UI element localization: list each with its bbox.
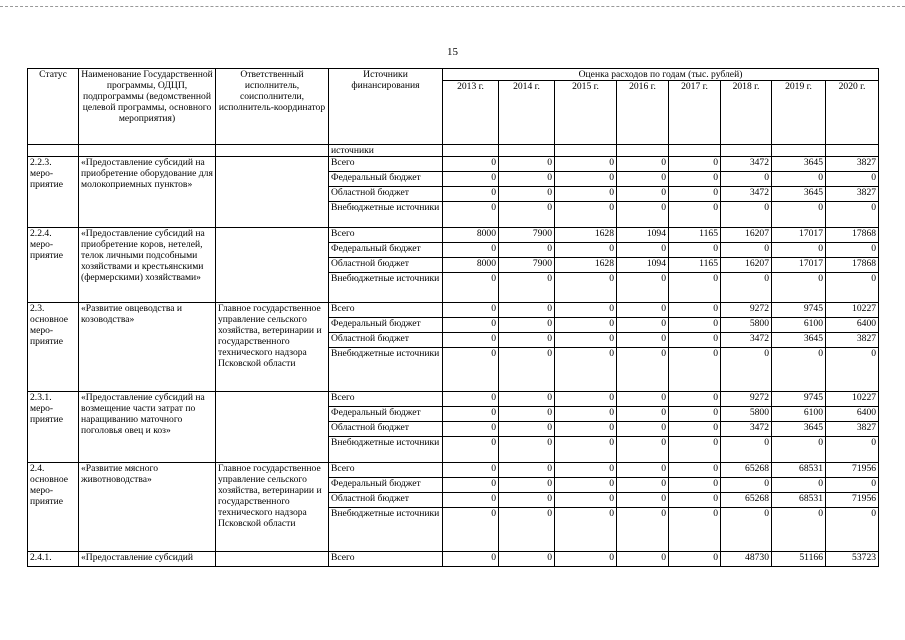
value-cell: 0 — [669, 552, 721, 567]
source-cell: Внебюджетные источники — [329, 202, 443, 228]
value-cell: 3645 — [772, 333, 826, 348]
value-cell: 0 — [499, 437, 555, 463]
value-cell: 0 — [669, 407, 721, 422]
value-cell: 0 — [555, 172, 617, 187]
value-cell: 1628 — [555, 228, 617, 243]
value-cell: 0 — [443, 187, 499, 202]
status-cell: 2.2.4. меро-приятие — [28, 228, 79, 303]
value-cell: 0 — [443, 273, 499, 303]
expenses-table — [27, 68, 879, 567]
value-cell: 16207 — [721, 258, 772, 273]
value-cell: 0 — [617, 202, 669, 228]
value-cell: 1094 — [617, 228, 669, 243]
source-cell: источники — [329, 145, 443, 157]
source-cell: Областной бюджет — [329, 258, 443, 273]
value-cell: 17017 — [772, 258, 826, 273]
value-cell: 10227 — [826, 303, 879, 318]
value-cell: 0 — [772, 348, 826, 392]
value-cell: 0 — [669, 318, 721, 333]
value-cell: 0 — [826, 437, 879, 463]
value-cell: 68531 — [772, 493, 826, 508]
header-responsible: Ответственный исполнитель, соисполнители, исполнитель-координатор — [216, 69, 329, 145]
source-cell: Федеральный бюджет — [329, 478, 443, 493]
value-cell: 0 — [499, 273, 555, 303]
value-cell: 0 — [555, 552, 617, 567]
value-cell: 0 — [555, 478, 617, 493]
value-cell: 0 — [826, 172, 879, 187]
value-cell: 0 — [443, 478, 499, 493]
value-cell: 8000 — [443, 228, 499, 243]
value-cell: 53723 — [826, 552, 879, 567]
header-name: Наименование Государственной программы, ОДЦП, подпрограммы (ведомственной целевой программы, основного мероприятия) — [79, 69, 216, 145]
value-cell: 0 — [617, 318, 669, 333]
value-cell: 0 — [772, 273, 826, 303]
value-cell: 0 — [826, 508, 879, 552]
source-cell: Областной бюджет — [329, 493, 443, 508]
value-cell: 0 — [499, 463, 555, 478]
header-year: 2015 г. — [555, 81, 617, 145]
table-row — [28, 552, 879, 567]
value-cell: 0 — [617, 157, 669, 172]
value-cell: 0 — [499, 508, 555, 552]
value-cell: 0 — [617, 422, 669, 437]
name-cell: «Предоставление субсидий на возмещение части затрат по наращиванию маточного поголовья овец и коз» — [79, 392, 216, 463]
value-cell: 9745 — [772, 392, 826, 407]
value-cell: 0 — [669, 157, 721, 172]
value-cell: 3472 — [721, 422, 772, 437]
name-cell: «Предоставление субсидий на приобретение коров, нетелей, телок личными подсобными хозяйствами и крестьянскими (фермерскими) хозяйствами» — [79, 228, 216, 303]
value-cell: 0 — [669, 463, 721, 478]
value-cell: 0 — [617, 273, 669, 303]
source-cell: Всего — [329, 303, 443, 318]
value-cell: 0 — [555, 493, 617, 508]
value-cell: 3472 — [721, 333, 772, 348]
header-estimate: Оценка расходов по годам (тыс. рублей) — [443, 69, 879, 81]
value-cell: 1165 — [669, 258, 721, 273]
value-cell: 0 — [721, 478, 772, 493]
value-cell: 0 — [499, 202, 555, 228]
responsible-cell — [216, 552, 329, 567]
source-cell: Внебюджетные источники — [329, 273, 443, 303]
source-cell: Областной бюджет — [329, 422, 443, 437]
value-cell: 3645 — [772, 157, 826, 172]
value-cell: 0 — [826, 202, 879, 228]
value-cell: 0 — [617, 478, 669, 493]
value-cell: 0 — [721, 273, 772, 303]
value-cell: 0 — [555, 392, 617, 407]
header-year: 2014 г. — [499, 81, 555, 145]
value-cell: 0 — [617, 172, 669, 187]
value-cell: 0 — [443, 552, 499, 567]
value-cell: 0 — [555, 202, 617, 228]
value-cell: 0 — [669, 392, 721, 407]
value-cell: 0 — [669, 493, 721, 508]
header-year: 2017 г. — [669, 81, 721, 145]
value-cell: 0 — [443, 318, 499, 333]
source-cell: Всего — [329, 392, 443, 407]
header-status: Статус — [28, 69, 79, 145]
value-cell: 0 — [443, 172, 499, 187]
value-cell: 0 — [499, 478, 555, 493]
name-cell: «Предоставление субсидий — [79, 552, 216, 567]
value-cell: 0 — [443, 392, 499, 407]
value-cell: 17017 — [772, 228, 826, 243]
value-cell: 6400 — [826, 407, 879, 422]
value-cell: 0 — [669, 422, 721, 437]
source-cell: Всего — [329, 228, 443, 243]
value-cell: 3472 — [721, 157, 772, 172]
value-cell: 0 — [443, 202, 499, 228]
value-cell: 0 — [669, 243, 721, 258]
status-cell: 2.4.1. — [28, 552, 79, 567]
value-cell: 9272 — [721, 392, 772, 407]
value-cell: 0 — [555, 318, 617, 333]
table-row — [28, 228, 879, 243]
value-cell: 0 — [443, 437, 499, 463]
value-cell: 1094 — [617, 258, 669, 273]
value-cell: 0 — [443, 243, 499, 258]
header-sources: Источники финансирования — [329, 69, 443, 145]
responsible-cell — [216, 228, 329, 303]
value-cell: 0 — [669, 478, 721, 493]
value-cell: 0 — [772, 202, 826, 228]
value-cell: 0 — [499, 392, 555, 407]
source-cell: Областной бюджет — [329, 333, 443, 348]
value-cell: 0 — [669, 508, 721, 552]
value-cell: 0 — [555, 273, 617, 303]
value-cell: 0 — [669, 348, 721, 392]
value-cell: 3827 — [826, 422, 879, 437]
value-cell: 0 — [499, 318, 555, 333]
value-cell: 0 — [555, 333, 617, 348]
page-number: 15 — [447, 46, 458, 58]
value-cell: 0 — [669, 172, 721, 187]
value-cell: 0 — [555, 157, 617, 172]
source-cell: Федеральный бюджет — [329, 172, 443, 187]
value-cell: 0 — [555, 463, 617, 478]
value-cell: 0 — [555, 348, 617, 392]
responsible-cell: Главное государственное управление сельского хозяйства, ветеринарии и государственного технического надзора Псковской области — [216, 303, 329, 392]
name-cell: «Предоставление субсидий на приобретение оборудование для молокоприемных пунктов» — [79, 157, 216, 228]
value-cell: 7900 — [499, 258, 555, 273]
value-cell: 0 — [617, 463, 669, 478]
value-cell: 0 — [617, 392, 669, 407]
value-cell: 10227 — [826, 392, 879, 407]
value-cell: 1165 — [669, 228, 721, 243]
source-cell: Федеральный бюджет — [329, 318, 443, 333]
value-cell: 8000 — [443, 258, 499, 273]
value-cell: 0 — [443, 157, 499, 172]
value-cell: 0 — [443, 508, 499, 552]
status-cell: 2.3. основное меро-приятие — [28, 303, 79, 392]
value-cell: 3645 — [772, 187, 826, 202]
value-cell: 0 — [443, 348, 499, 392]
value-cell: 9272 — [721, 303, 772, 318]
source-cell: Всего — [329, 463, 443, 478]
value-cell: 0 — [555, 437, 617, 463]
value-cell: 0 — [555, 187, 617, 202]
value-cell: 48730 — [721, 552, 772, 567]
value-cell: 0 — [499, 493, 555, 508]
value-cell: 17868 — [826, 228, 879, 243]
value-cell: 0 — [617, 437, 669, 463]
value-cell: 0 — [669, 333, 721, 348]
value-cell: 0 — [443, 422, 499, 437]
value-cell: 0 — [826, 243, 879, 258]
value-cell: 5800 — [721, 318, 772, 333]
responsible-cell — [216, 392, 329, 463]
value-cell: 0 — [669, 202, 721, 228]
value-cell: 0 — [443, 303, 499, 318]
value-cell: 3827 — [826, 157, 879, 172]
value-cell: 0 — [772, 243, 826, 258]
value-cell: 0 — [617, 407, 669, 422]
value-cell: 5800 — [721, 407, 772, 422]
value-cell: 6400 — [826, 318, 879, 333]
value-cell: 0 — [669, 187, 721, 202]
responsible-cell: Главное государственное управление сельского хозяйства, ветеринарии и государственного технического надзора Псковской области — [216, 463, 329, 552]
value-cell: 6100 — [772, 407, 826, 422]
value-cell: 0 — [721, 202, 772, 228]
value-cell: 68531 — [772, 463, 826, 478]
table-row — [28, 392, 879, 407]
header-year: 2013 г. — [443, 81, 499, 145]
value-cell: 6100 — [772, 318, 826, 333]
value-cell: 0 — [721, 348, 772, 392]
value-cell: 0 — [617, 333, 669, 348]
source-cell: Внебюджетные источники — [329, 437, 443, 463]
value-cell: 17868 — [826, 258, 879, 273]
value-cell: 1628 — [555, 258, 617, 273]
header-year: 2016 г. — [617, 81, 669, 145]
status-cell: 2.2.3. меро-приятие — [28, 157, 79, 228]
value-cell: 16207 — [721, 228, 772, 243]
value-cell: 0 — [443, 407, 499, 422]
value-cell: 0 — [499, 422, 555, 437]
source-cell: Внебюджетные источники — [329, 348, 443, 392]
value-cell: 0 — [499, 187, 555, 202]
value-cell: 0 — [617, 303, 669, 318]
table-row — [28, 463, 879, 478]
value-cell: 0 — [499, 348, 555, 392]
header-year: 2018 г. — [721, 81, 772, 145]
status-cell: 2.3.1. меро-приятие — [28, 392, 79, 463]
source-cell: Внебюджетные источники — [329, 508, 443, 552]
value-cell: 0 — [721, 172, 772, 187]
value-cell: 0 — [826, 478, 879, 493]
value-cell: 0 — [617, 187, 669, 202]
value-cell: 0 — [721, 508, 772, 552]
value-cell: 0 — [499, 172, 555, 187]
source-cell: Федеральный бюджет — [329, 243, 443, 258]
value-cell: 65268 — [721, 493, 772, 508]
value-cell: 0 — [617, 508, 669, 552]
source-cell: Всего — [329, 157, 443, 172]
value-cell: 0 — [721, 437, 772, 463]
value-cell: 0 — [617, 552, 669, 567]
value-cell: 3827 — [826, 333, 879, 348]
value-cell: 65268 — [721, 463, 772, 478]
value-cell: 0 — [669, 437, 721, 463]
value-cell: 0 — [669, 303, 721, 318]
value-cell: 0 — [772, 172, 826, 187]
value-cell: 0 — [555, 508, 617, 552]
table-row — [28, 157, 879, 172]
value-cell: 0 — [499, 243, 555, 258]
value-cell: 0 — [721, 243, 772, 258]
value-cell: 0 — [499, 552, 555, 567]
value-cell: 71956 — [826, 463, 879, 478]
value-cell: 0 — [617, 493, 669, 508]
value-cell: 0 — [826, 273, 879, 303]
value-cell: 0 — [499, 157, 555, 172]
responsible-cell — [216, 157, 329, 228]
value-cell: 0 — [443, 493, 499, 508]
value-cell: 71956 — [826, 493, 879, 508]
value-cell: 0 — [772, 508, 826, 552]
name-cell: «Развитие овцеводства и козоводства» — [79, 303, 216, 392]
carry-over-row — [28, 145, 879, 157]
value-cell: 7900 — [499, 228, 555, 243]
value-cell: 0 — [826, 348, 879, 392]
value-cell: 0 — [555, 303, 617, 318]
value-cell: 3472 — [721, 187, 772, 202]
source-cell: Всего — [329, 552, 443, 567]
value-cell: 0 — [669, 273, 721, 303]
value-cell: 0 — [555, 422, 617, 437]
value-cell: 0 — [499, 303, 555, 318]
value-cell: 51166 — [772, 552, 826, 567]
value-cell: 0 — [555, 243, 617, 258]
table-row — [28, 303, 879, 318]
value-cell: 0 — [772, 437, 826, 463]
value-cell: 9745 — [772, 303, 826, 318]
header-year: 2020 г. — [826, 81, 879, 145]
source-cell: Федеральный бюджет — [329, 407, 443, 422]
value-cell: 0 — [443, 463, 499, 478]
value-cell: 0 — [499, 407, 555, 422]
top-scan-line — [0, 6, 905, 7]
status-cell: 2.4. основное меро-приятие — [28, 463, 79, 552]
name-cell: «Развитие мясного животноводства» — [79, 463, 216, 552]
value-cell: 3827 — [826, 187, 879, 202]
value-cell: 0 — [617, 243, 669, 258]
value-cell: 0 — [772, 478, 826, 493]
source-cell: Областной бюджет — [329, 187, 443, 202]
value-cell: 0 — [555, 407, 617, 422]
value-cell: 0 — [617, 348, 669, 392]
value-cell: 3645 — [772, 422, 826, 437]
value-cell: 0 — [443, 333, 499, 348]
value-cell: 0 — [499, 333, 555, 348]
header-year: 2019 г. — [772, 81, 826, 145]
